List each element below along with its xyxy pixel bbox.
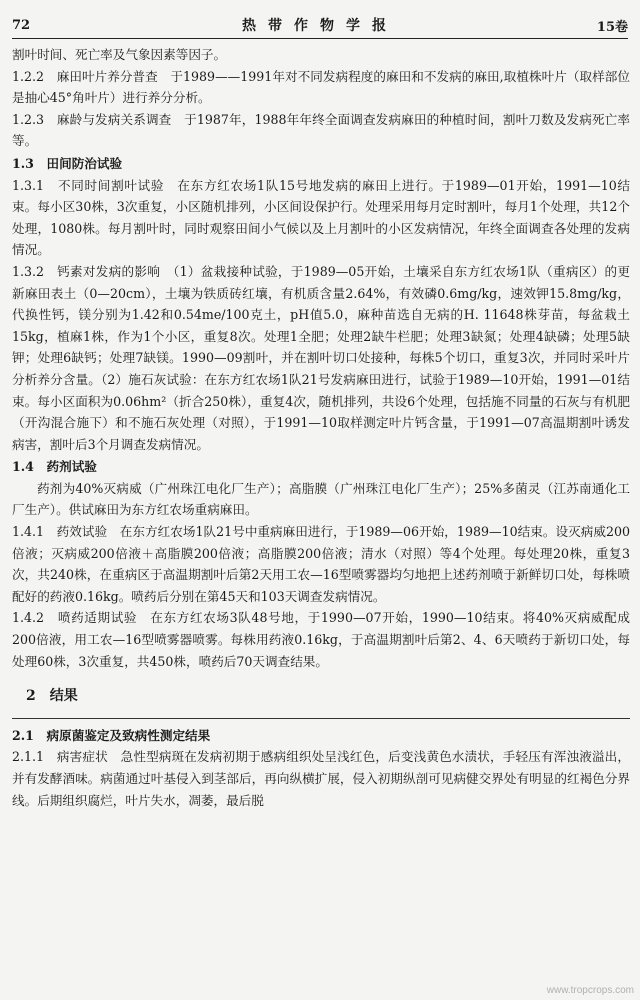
volume-label: 15卷 — [596, 19, 628, 35]
section-heading: 2.1 病原菌鉴定及致病性测定结果 — [12, 727, 211, 743]
paragraph: 1.4.1 药效试验 在东方红农场1队21号中重病麻田进行，于1989—06开始，1989—10结束。设灭病威200倍液；灭病威200倍液＋高脂膜200倍液；高脂膜200倍液；清水（对照）等4个处理。每处理20株，重复3次，共240株，在重病区于高温期割叶后第2天用工农—16型喷雾器均匀地把上述药剂喷于新鲜切口处，每株喷配好的药液0.16kg。喷药后分别在第45天和103天调查发病情况。 — [12, 524, 630, 604]
page-number: 72 — [12, 17, 31, 33]
results-heading: 2 结果 — [26, 688, 78, 705]
header-rule — [12, 38, 628, 39]
section-heading: 1.3 田间防治试验 — [12, 155, 123, 171]
running-header — [12, 14, 628, 36]
paragraph: 1.3.1 不同时间割叶试验 在东方红农场1队15号地发病的麻田上进行。于1989—01开始，1991—10结束。每小区30株，3次重复，小区随机排列，小区间设保护行。处理采用每月定时割叶，每月1个处理，共12个处理，1080株。每月割叶时，同时观察田间小气候以及上月割叶的小区发病情况，年终全面调查各处理的发病情况。 — [12, 177, 630, 258]
journal-title: 热带作物学报 — [242, 18, 398, 34]
paragraph: 2.1.1 病害症状 急性型病斑在发病初期于感病组织处呈浅红色，后变浅黄色水渍状，手轻压有浑浊液溢出，并有发酵酒味。病菌通过叶基侵入到茎部后，再向纵横扩展，侵入初期纵剖可见病健交界处有明显的红褐色分界线。后期组织腐烂，叶片失水，凋萎，最后脱 — [12, 749, 630, 808]
body-text — [12, 44, 630, 811]
paragraph: 1.3.2 钙素对发病的影响 （1）盆栽接种试验，于1989—05开始，土壤采自东方红农场1队（重病区）的更新麻田表土（0—20cm），土壤为铁质砖红壤，有机质含量2.64%，有效磷0.6mg/kg，速效钾15.8mg/kg，代换性钙，镁分别为1.42和0.54me/100克土，pH值5.0，麻种苗选自无病的H. 11648株芽苗，每盆栽土15kg，植麻1株，作为1个小区，重复8次。处理1全肥；处理2缺牛栏肥；处理3缺氮；处理4缺磷；处理5缺钾；处理6缺钙；处理7缺镁。1990—09割叶，并在割叶切口处接种，每株5个切口，重复3次，并同时采叶片分析养分含量。（2）施石灰试验：在东方红农场1队21号发病麻田进行，试验于1989—10开始，1991—01结束。每小区面积为0.06hm²（折合250株），重复4次，随机排列，共设6个处理，包括施不同量的石灰与有机肥（开沟混合施下）和不施石灰处理（对照），于1991—10取样测定叶片钙含量，于1991—07高温期割叶诱发病害，割叶后3个月调查发病情况。 — [12, 263, 630, 452]
section-divider — [12, 718, 630, 719]
watermark: www.tropcrops.com — [546, 985, 634, 996]
paragraph: 割叶时间、死亡率及气象因素等因子。 — [12, 47, 227, 62]
paragraph: 药剂为40%灭病威（广州珠江电化厂生产）；高脂膜（广州珠江电化厂生产）；25%多菌灵（江苏南通化工厂生产）。供试麻田为东方红农场重病麻田。 — [12, 480, 630, 518]
section-heading: 1.4 药剂试验 — [12, 459, 97, 475]
paragraph: 1.2.2 麻田叶片养分普查 于1989——1991年对不同发病程度的麻田和不发病的麻田,取植株叶片（取样部位是抽心45°角叶片）进行养分分析。 — [12, 68, 630, 106]
paragraph: 1.4.2 喷药适期试验 在东方红农场3队48号地，于1990—07开始，1990—10结束。将40%灭病威配成200倍液，用工农—16型喷雾器喷雾。每株用药液0.16kg，于高温期割叶后第2、4、6天喷药于新切口处，每处理60株，3次重复，共450株，喷药后70天调查结果。 — [12, 610, 630, 669]
paragraph: 1.2.3 麻龄与发病关系调查 于1987年，1988年年终全面调查发病麻田的种植时间，割叶刀数及发病死亡率等。 — [12, 111, 630, 149]
